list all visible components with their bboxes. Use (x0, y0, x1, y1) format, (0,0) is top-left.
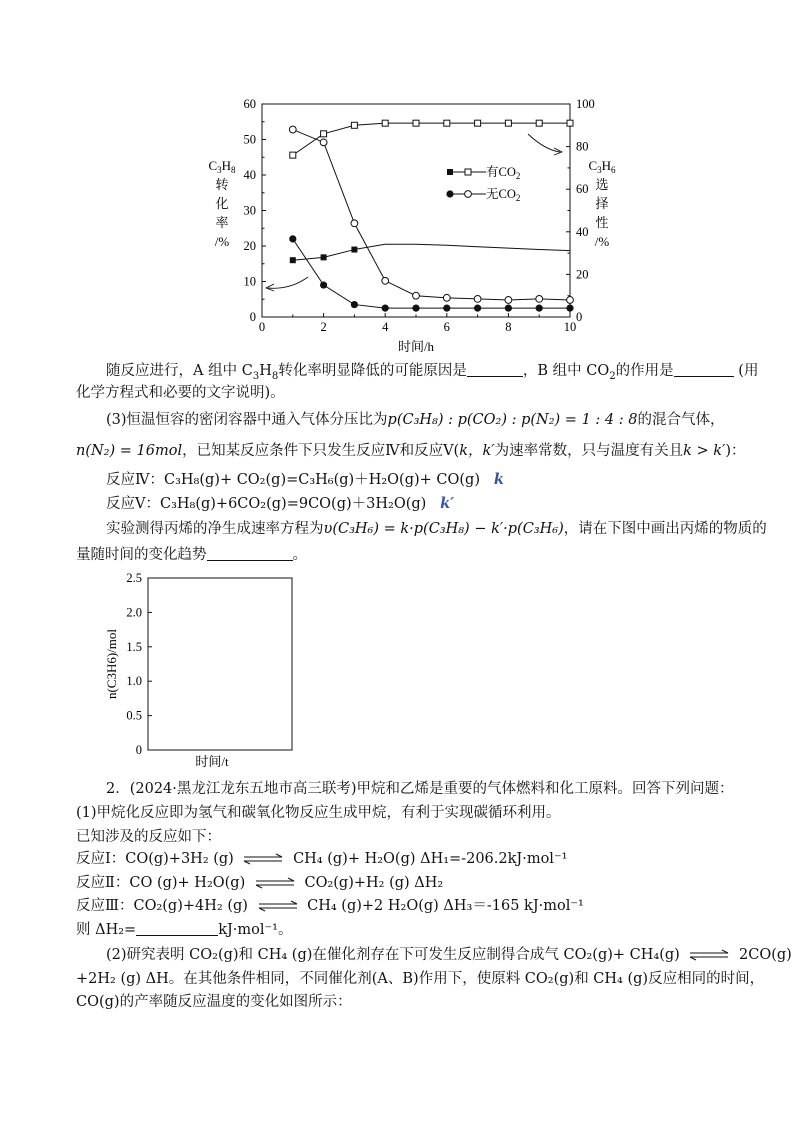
data-point (413, 120, 419, 126)
y-left-tick-label: 40 (243, 168, 256, 182)
y-tick-label: 0 (135, 743, 142, 757)
data-point (505, 297, 512, 304)
legend-marker (465, 191, 472, 198)
y-right-axis-label: 择 (595, 196, 609, 211)
data-point (505, 305, 512, 312)
q2-line2: 化学方程式和必要的文字说明)。 (76, 385, 285, 401)
delta-h2-blank: 则 ΔH₂= kJ·mol⁻¹。 (76, 922, 293, 938)
data-point (351, 220, 358, 227)
y-right-tick-label: 20 (576, 267, 589, 282)
x-tick-label: 8 (505, 320, 512, 334)
data-point (351, 301, 358, 308)
chart1-axes (208, 97, 616, 354)
y-right-tick-label: 60 (576, 182, 589, 197)
reaction-5: 反应Ⅴ：C₃H₈(g)+6CO₂(g)=9CO(g)＋3H₂O(g) k′ (106, 495, 455, 512)
legend-label: 有$CO_2$ (486, 165, 521, 181)
y-tick-label: 1.5 (126, 639, 142, 654)
y-tick-label: 0.5 (126, 708, 142, 723)
data-point (412, 305, 419, 312)
q2-known: 已知涉及的反应如下： (76, 829, 221, 845)
data-point (567, 297, 574, 304)
q2-part1: (1)甲烷化反应即为氢气和碳氧化物反应生成甲烷，有利于实现碳循环利用。 (76, 805, 561, 821)
y-tick-label: 2.5 (126, 571, 142, 585)
data-point (413, 292, 420, 299)
equilibrium-arrow-icon (257, 900, 299, 912)
arrowhead-icon (266, 284, 274, 291)
data-point (290, 152, 296, 158)
y-right-axis-label: /% (594, 234, 610, 249)
equilibrium-arrow-icon (242, 853, 284, 865)
data-point (505, 120, 511, 126)
x-tick-label: 6 (443, 320, 450, 334)
series-line (354, 244, 570, 250)
data-point (289, 235, 296, 242)
equilibrium-arrow-icon (254, 877, 296, 889)
x-tick-label: 10 (563, 320, 577, 334)
data-point (536, 305, 543, 312)
data-point (444, 120, 450, 126)
x-axis-label: 时间/t (195, 754, 229, 769)
data-point (474, 305, 481, 312)
data-point (536, 295, 543, 302)
y-right-tick-label: 0 (576, 310, 583, 324)
y-right-axis-label: $C_3H_6$ (588, 158, 616, 175)
x-tick-label: 4 (382, 320, 389, 334)
propene-amount-answer-chart (96, 566, 316, 781)
data-point (382, 305, 389, 312)
equilibrium-arrow-icon (688, 949, 730, 961)
y-right-tick-label: 80 (576, 139, 589, 154)
y-right-tick-label: 100 (576, 97, 595, 111)
x-axis-label: 时间/h (397, 339, 435, 354)
y-left-axis-label: 化 (215, 196, 229, 211)
y-left-tick-label: 10 (243, 274, 256, 289)
y-tick-label: 2.0 (126, 605, 142, 620)
data-point (321, 131, 327, 137)
q2-part2-line2: +2H₂ (g) ΔH。在其他条件相同，不同催化剂(A、B)作用下，使原料 CO₂(g)和 CH₄ (g)反应相同的时间， (76, 971, 765, 987)
data-point (567, 120, 573, 126)
reaction-II: 反应Ⅱ：CO (g)+ H₂O(g) CO₂(g)+H₂ (g) ΔH₂ (76, 875, 444, 891)
x-tick-label: 2 (320, 320, 327, 334)
q2-part2-line3: CO(g)的产率随反应温度的变化如图所示： (76, 994, 352, 1010)
reaction-III: 反应Ⅲ：CO₂(g)+4H₂ (g) CH₄ (g)+2 H₂O(g) ΔH₃＝-165 kJ·mol⁻¹ (76, 898, 584, 914)
y-left-tick-label: 0 (249, 310, 256, 324)
legend-marker (447, 169, 453, 175)
legend-marker (446, 190, 453, 197)
y-axis-label: n(C3H6)/mol (104, 628, 119, 700)
data-point (382, 120, 388, 126)
y-tick-label: 1.0 (126, 674, 142, 689)
series-line (293, 123, 570, 155)
y-left-axis-label: 率 (215, 215, 229, 230)
rate-line2: 量随时间的变化趋势 。 (76, 547, 307, 563)
legend-marker (465, 169, 471, 175)
y-left-tick-label: 30 (243, 203, 256, 218)
y-left-tick-label: 50 (243, 132, 256, 147)
plot-frame (148, 578, 292, 750)
q2-line1: 随反应进行，A 组中 $C_3H_8$转化率明显降低的可能原因是 ，B 组中 $CO_2$的作用是 (用 (106, 363, 759, 382)
data-point (320, 281, 327, 288)
data-point (321, 254, 327, 260)
y-left-axis-label: /% (214, 234, 230, 249)
data-point (474, 295, 481, 302)
data-point (320, 139, 327, 146)
y-right-axis-label: 性 (595, 215, 609, 230)
data-point (351, 122, 357, 128)
series-line (293, 130, 570, 300)
rate-equation-line: 实验测得丙烯的净生成速率方程为υ(C₃H₆) = k·p(C₃H₈) − k′·p(C₃H₆)，请在下图中画出丙烯的物质的 (106, 521, 767, 537)
y-left-tick-label: 60 (243, 97, 256, 111)
y-left-axis-label: $C_3H_8$ (208, 158, 236, 175)
q3-line2: n(N₂) = 16mol，已知某反应条件下只发生反应Ⅳ和反应Ⅴ(k，k′为速率常数，只与温度有关且k > k′)： (76, 443, 746, 459)
right-axis-pointer-arrow (528, 134, 560, 152)
conversion-selectivity-chart (200, 92, 620, 360)
data-point (289, 126, 296, 133)
left-axis-pointer-arrow (268, 277, 308, 288)
reaction-I: 反应Ⅰ：CO(g)+3H₂ (g) CH₄ (g)+ H₂O(g) ΔH₁=-206.2kJ·mol⁻¹ (76, 851, 568, 867)
data-point (443, 294, 450, 301)
y-left-axis-label: 转 (215, 177, 229, 192)
reaction-4: 反应Ⅳ：C₃H₈(g)+ CO₂(g)=C₃H₆(g)＋H₂O(g)+ CO(g) k (106, 471, 504, 488)
q2-part2-line1: (2)研究表明 CO₂(g)和 CH₄ (g)在催化剂存在下可发生反应制得合成气 CO₂(g)+ CH₄(g) 2CO(g) (106, 947, 792, 963)
data-point (290, 257, 296, 263)
data-point (475, 120, 481, 126)
chart2-axes (104, 571, 292, 769)
data-point (566, 305, 573, 312)
y-left-tick-label: 20 (243, 239, 256, 253)
legend-label: 无$CO_2$ (486, 187, 521, 203)
chart1-legend (446, 165, 520, 203)
y-right-axis-label: 选 (595, 177, 609, 192)
x-tick-label: 0 (258, 320, 266, 334)
q2-heading: 2．(2024·黑龙江龙东五地市高三联考)甲烷和乙烯是重要的气体燃料和化工原料。回答下列问题： (106, 781, 734, 797)
chart1-series (289, 120, 573, 312)
rate-constant-k-prime: k′ (440, 495, 455, 512)
data-point (536, 120, 542, 126)
rate-constant-k: k (493, 471, 504, 488)
q3-line1: (3)恒温恒容的密闭容器中通入气体分压比为p(C₃H₈) : p(CO₂) : p(N₂) = 1 : 4 : 8的混合气体， (106, 412, 725, 428)
data-point (443, 305, 450, 312)
data-point (382, 277, 389, 284)
y-right-tick-label: 40 (576, 224, 589, 239)
